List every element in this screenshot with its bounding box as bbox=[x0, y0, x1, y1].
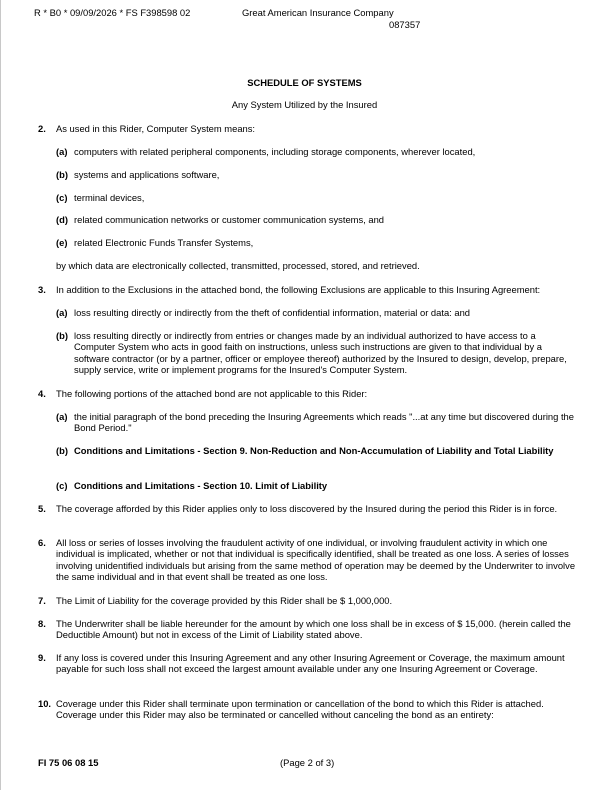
section-6-text: All loss or series of losses involving the fraudulent activity of one individual, or involving fraudulent activity in which one individual is implicated, whether or not that individual is specifically identified, shall be treated as one loss. A series of losses involving unidentified individuals but arising from the same method of operation may be deemed by the Underwriter to involve the same individual and in that event shall be treated as one loss. bbox=[56, 537, 576, 582]
section-2d-label: (d) bbox=[56, 214, 68, 225]
header-number: 087357 bbox=[389, 19, 421, 30]
section-10-text: Coverage under this Rider shall terminate upon termination or cancellation of the bond to which this Rider is attached. Coverage under this Rider may also be terminated or cancelled without canceling the bond as an entirety: bbox=[56, 698, 544, 721]
section-9-number: 9. bbox=[38, 652, 46, 663]
section-10-number: 10. bbox=[38, 698, 52, 709]
section-2d-text: related communication networks or customer communication systems, and bbox=[74, 214, 385, 225]
section-2a-label: (a) bbox=[56, 146, 68, 157]
section-2-text: As used in this Rider, Computer System means: bbox=[56, 123, 256, 134]
section-2e-text: related Electronic Funds Transfer Systems, bbox=[74, 237, 254, 248]
section-4a-text: the initial paragraph of the bond preceding the Insuring Agreements which reads "...at any time but discovered during the Bond Period." bbox=[74, 411, 574, 434]
section-4c-text: Conditions and Limitations - Section 10. Limit of Liability bbox=[74, 480, 328, 491]
header-company: Great American Insurance Company bbox=[242, 7, 394, 18]
page-edge bbox=[0, 0, 1, 790]
section-3-number: 3. bbox=[38, 284, 46, 295]
section-8-text: The Underwriter shall be liable hereunder for the amount by which one loss shall be in excess of $ 15,000. (herein called the Deductible Amount) but not in excess of the Limit of Liability stated above. bbox=[56, 618, 571, 641]
footer-form-number: FI 75 06 08 15 bbox=[38, 757, 99, 768]
section-3a-label: (a) bbox=[56, 307, 68, 318]
section-3b-text: loss resulting directly or indirectly from entries or changes made by an individual authorized to have access to a Computer System who acts in good faith on instructions, unless such instructions are given to that individual by a software contractor (or by a partner, officer or employee thereof) authorized by the Insured to design, develop, prepare, supply service, write or implement programs for the Insured's Computer System. bbox=[74, 330, 567, 375]
section-4a-label: (a) bbox=[56, 411, 68, 422]
section-7-number: 7. bbox=[38, 595, 46, 606]
section-5-text: The coverage afforded by this Rider applies only to loss discovered by the Insured during the period this Rider is in force. bbox=[56, 503, 558, 514]
section-2-number: 2. bbox=[38, 123, 46, 134]
section-2a-text: computers with related peripheral components, including storage components, wherever located, bbox=[74, 146, 476, 157]
section-2b-label: (b) bbox=[56, 169, 68, 180]
section-2c-text: terminal devices, bbox=[74, 192, 145, 203]
section-7-text: The Limit of Liability for the coverage provided by this Rider shall be $ 1,000,000. bbox=[56, 595, 393, 606]
section-2e-label: (e) bbox=[56, 237, 68, 248]
section-2c-label: (c) bbox=[56, 192, 68, 203]
section-4c-label: (c) bbox=[56, 480, 68, 491]
section-3a-text: loss resulting directly or indirectly from the theft of confidential information, material or data: and bbox=[74, 307, 471, 318]
header-reference: R * B0 * 09/09/2026 * FS F398598 02 bbox=[34, 7, 191, 18]
section-4b-label: (b) bbox=[56, 445, 68, 456]
section-2b-text: systems and applications software, bbox=[74, 169, 220, 180]
section-6-number: 6. bbox=[38, 537, 46, 548]
section-4b-text: Conditions and Limitations - Section 9. Non-Reduction and Non-Accumulation of Liability and Total Liability bbox=[74, 445, 554, 456]
document-title: SCHEDULE OF SYSTEMS bbox=[247, 77, 362, 88]
section-5-number: 5. bbox=[38, 503, 46, 514]
section-8-number: 8. bbox=[38, 618, 46, 629]
document-subtitle: Any System Utilized by the Insured bbox=[231, 99, 378, 110]
section-3-text: In addition to the Exclusions in the attached bond, the following Exclusions are applicable to this Insuring Agreement: bbox=[56, 284, 541, 295]
footer-page-number: (Page 2 of 3) bbox=[280, 757, 335, 768]
section-4-text: The following portions of the attached bond are not applicable to this Rider: bbox=[56, 388, 368, 399]
section-2-closing: by which data are electronically collected, transmitted, processed, stored, and retrieved. bbox=[56, 260, 420, 271]
section-4-number: 4. bbox=[38, 388, 46, 399]
section-9-text: If any loss is covered under this Insuring Agreement and any other Insuring Agreement or Coverage, the maximum amount payable for such loss shall not exceed the largest amount available under any one Insuring Agreement or Coverage. bbox=[56, 652, 565, 675]
section-3b-label: (b) bbox=[56, 330, 68, 341]
